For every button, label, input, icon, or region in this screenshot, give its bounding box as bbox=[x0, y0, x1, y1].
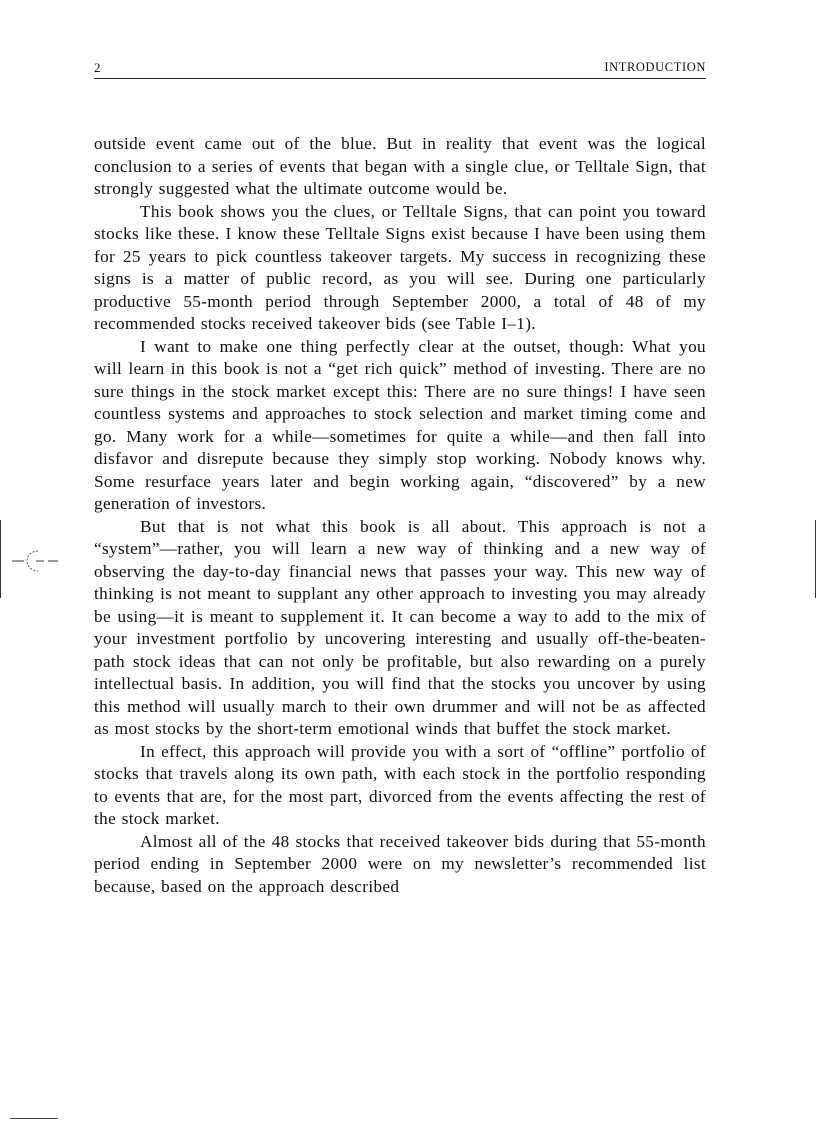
section-title: INTRODUCTION bbox=[604, 60, 706, 74]
paragraph-1: outside event came out of the blue. But in reality that event was the logical conclusion to a series of events that began with a single clue, or Telltale Sign, that strongly suggested what the ultimate outcome would be. bbox=[94, 134, 706, 198]
paragraph-6: Almost all of the 48 stocks that received takeover bids during that 55-month period ending in September 2000 were on my newsletter’s recommended list because, based on the approach described bbox=[94, 831, 706, 896]
paragraph-2: This book shows you the clues, or Telltale Signs, that can point you toward stocks like these. I know these Telltale Signs exist because I have been using them for 25 years to pick countless takeover targets. My success in recognizing these signs is a matter of public record, as you will see. During one particularly productive 55-month period through September 2000, a total of 48 of my recommended stocks received takeover bids (see Table I–1). bbox=[94, 201, 706, 333]
body-text bbox=[94, 133, 706, 898]
running-header bbox=[94, 58, 706, 79]
paragraph-3: I want to make one thing perfectly clear at the outset, though: What you will learn in this book is not a “get rich quick” method of investing. There are no sure things in the stock market except this: There are no sure things! I have seen countless systems and approaches to stock selection and market timing come and go. Many work for a while—sometimes for quite a while—and then fall into disfavor and disrepute because they simply stop working. Nobody knows why. Some resurface years later and begin working again, “discovered” by a new generation of investors. bbox=[94, 336, 706, 513]
registration-mark-icon bbox=[12, 548, 58, 574]
paragraph-5: In effect, this approach will provide you with a sort of “offline” portfolio of stocks that travels along its own path, with each stock in the portfolio responding to events that are, for the most part, divorced from the events affecting the rest of the stock market. bbox=[94, 741, 706, 828]
left-binding-mark bbox=[0, 520, 3, 598]
page-number: 2 bbox=[94, 60, 101, 75]
paragraph-4: But that is not what this book is all about. This approach is not a “system”—rather, you will learn a new way of thinking and a new way of observing the day-to-day financial news that passes your way. This new way of thinking is not meant to supplant any other approach to investing you may already be using—it is meant to supplement it. It can become a way to add to the mix of your investment portfolio by uncovering interesting and usually off-the-beaten-path stock ideas that can not only be profitable, but also rewarding on a purely intellectual basis. In addition, you will find that the stocks you uncover by using this method will usually march to their own drummer and will not be as affected as most stocks by the short-term emotional winds that buffet the stock market. bbox=[94, 516, 706, 738]
crop-mark bbox=[10, 1118, 58, 1119]
